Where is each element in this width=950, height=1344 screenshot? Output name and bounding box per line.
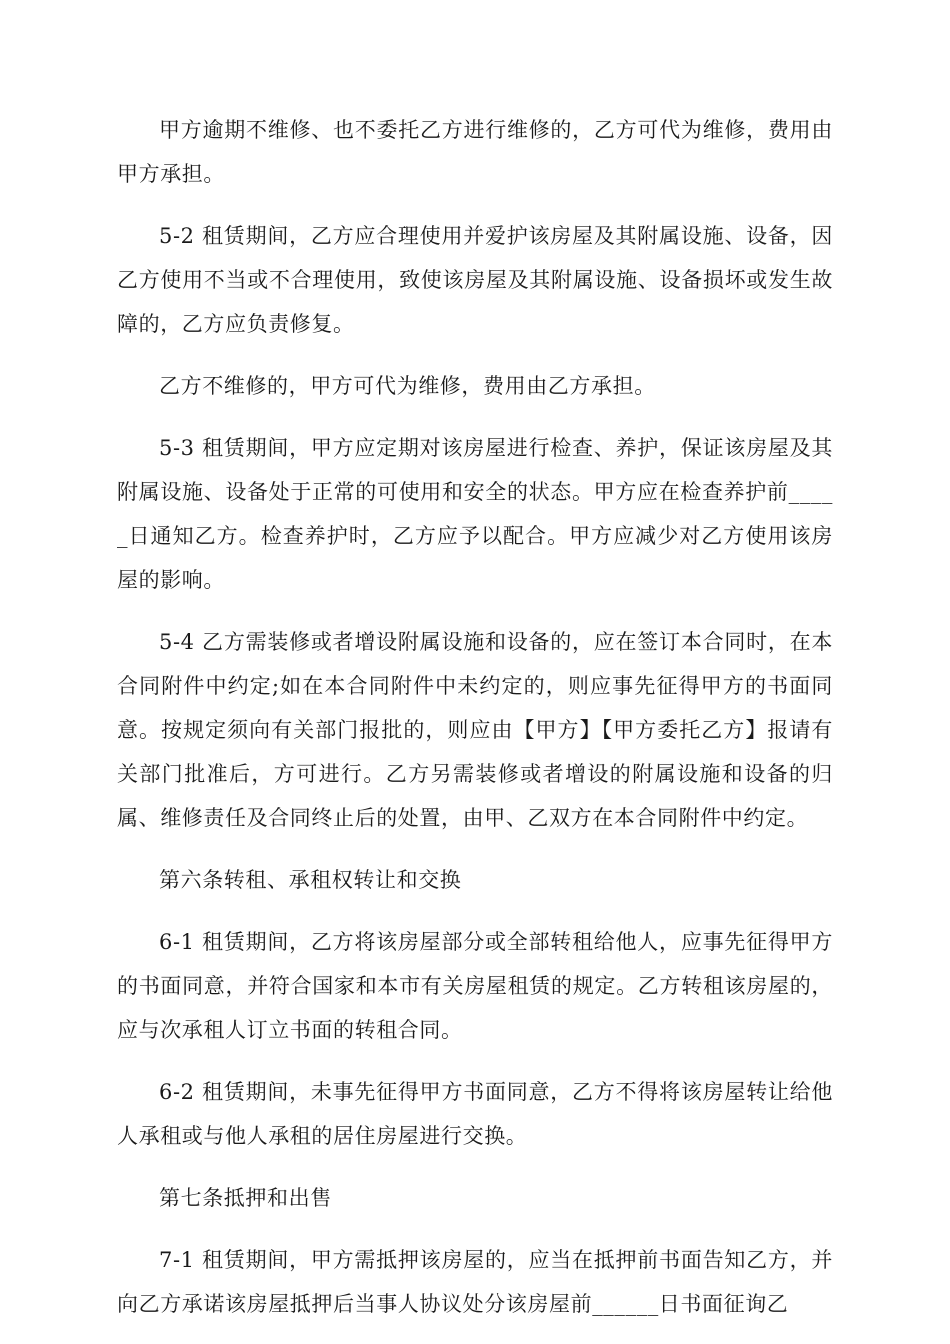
paragraph-repair-by-lessee: 甲方逾期不维修、也不委托乙方进行维修的，乙方可代为维修，费用由甲方承担。 [117, 118, 833, 186]
paragraph-repair-by-lessor: 乙方不维修的，甲方可代为维修，费用由乙方承担。 [159, 374, 656, 398]
paragraph-5-2: 5-2 租赁期间，乙方应合理使用并爱护该房屋及其附属设施、设备，因乙方使用不当或不合理使用，致使该房屋及其附属设施、设备损坏或发生故障的，乙方应负责修复。 [117, 224, 833, 336]
paragraph-6-1: 6-1 租赁期间，乙方将该房屋部分或全部转租给他人，应事先征得甲方的书面同意，并符合国家和本市有关房屋租赁的规定。乙方转租该房屋的，应与次承租人订立书面的转租合同。 [117, 930, 833, 1042]
section-heading-article-7: 第七条抵押和出售 [159, 1186, 332, 1210]
paragraph-5-4: 5-4 乙方需装修或者增设附属设施和设备的，应在签订本合同时，在本合同附件中约定;如在本合同附件中未约定的，则应事先征得甲方的书面同意。按规定须向有关部门报批的，则应由【甲方】【甲方委托乙方】报请有关部门批准后，方可进行。乙方另需装修或者增设的附属设施和设备的归属、维修责任及合同终止后的处置，由甲、乙双方在本合同附件中约定。 [117, 630, 833, 830]
paragraph-7-1: 7-1 租赁期间，甲方需抵押该房屋的，应当在抵押前书面告知乙方，并向乙方承诺该房屋抵押后当事人协议处分该房屋前______日书面征询乙 [117, 1248, 833, 1316]
document-body [117, 108, 833, 1344]
paragraph-6-2: 6-2 租赁期间，未事先征得甲方书面同意，乙方不得将该房屋转让给他人承租或与他人承租的居住房屋进行交换。 [117, 1080, 833, 1148]
section-heading-article-6: 第六条转租、承租权转让和交换 [159, 868, 462, 892]
paragraph-5-3: 5-3 租赁期间，甲方应定期对该房屋进行检查、养护，保证该房屋及其附属设施、设备处于正常的可使用和安全的状态。甲方应在检查养护前_____日通知乙方。检查养护时，乙方应予以配合。甲方应减少对乙方使用该房屋的影响。 [117, 436, 833, 592]
